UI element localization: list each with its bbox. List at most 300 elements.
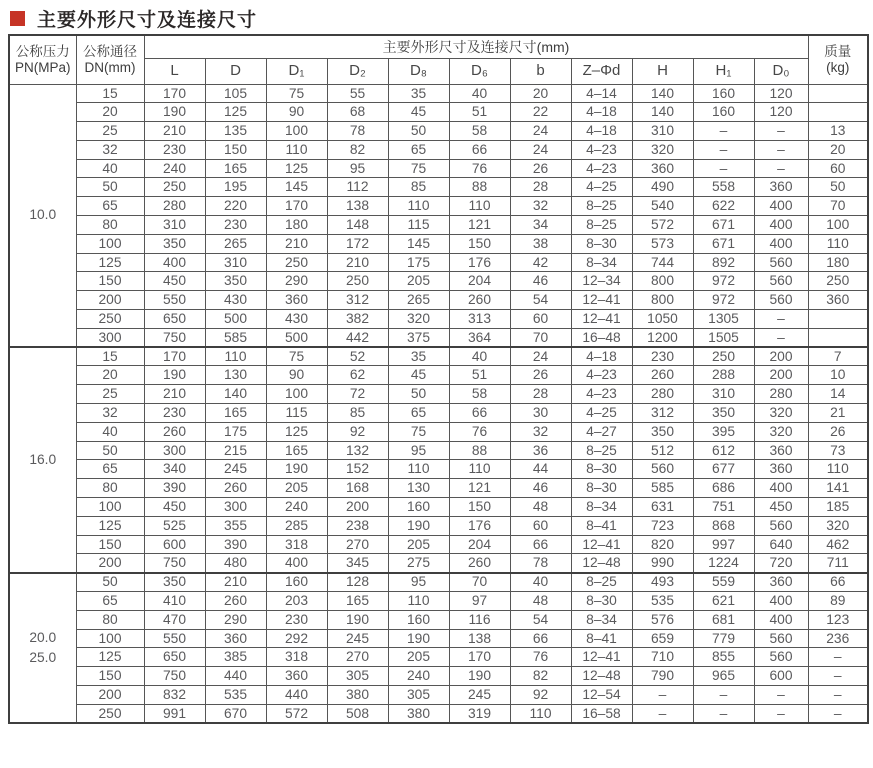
dim-cell: 300 bbox=[205, 498, 266, 517]
dim-cell: 90 bbox=[266, 103, 327, 122]
dim-cell: 130 bbox=[205, 366, 266, 385]
dn-cell: 125 bbox=[76, 648, 144, 667]
dim-cell: – bbox=[693, 140, 754, 159]
dim-cell: 832 bbox=[144, 686, 205, 705]
dim-cell: 24 bbox=[510, 122, 571, 141]
dim-cell: 4–18 bbox=[571, 103, 632, 122]
dim-cell: 305 bbox=[388, 686, 449, 705]
mass-cell: 110 bbox=[808, 234, 868, 253]
dim-cell: – bbox=[693, 122, 754, 141]
dim-cell: 20 bbox=[510, 84, 571, 103]
dn-cell: 65 bbox=[76, 592, 144, 611]
dn-cell: 100 bbox=[76, 629, 144, 648]
table-row bbox=[9, 103, 868, 122]
dim-cell: 145 bbox=[266, 178, 327, 197]
dim-cell: 360 bbox=[266, 291, 327, 310]
dim-cell: 110 bbox=[510, 704, 571, 723]
dim-cell: 280 bbox=[144, 197, 205, 216]
dim-cell: 38 bbox=[510, 234, 571, 253]
mass-header-line1: 质量 bbox=[824, 44, 852, 60]
dim-cell: 105 bbox=[205, 84, 266, 103]
dim-cell: 205 bbox=[266, 479, 327, 498]
dim-cell: 90 bbox=[266, 366, 327, 385]
dim-cell: 48 bbox=[510, 592, 571, 611]
col-header-D0: D₀ bbox=[754, 58, 808, 84]
mass-cell: 70 bbox=[808, 197, 868, 216]
dim-cell: 44 bbox=[510, 460, 571, 479]
table-row bbox=[9, 140, 868, 159]
dim-cell: 210 bbox=[144, 122, 205, 141]
dim-cell: 410 bbox=[144, 592, 205, 611]
dim-cell: 85 bbox=[388, 178, 449, 197]
dim-cell: 260 bbox=[632, 366, 693, 385]
table-row bbox=[9, 291, 868, 310]
dim-cell: 600 bbox=[144, 535, 205, 554]
dim-cell: 710 bbox=[632, 648, 693, 667]
mass-cell: – bbox=[808, 686, 868, 705]
dim-cell: 681 bbox=[693, 610, 754, 629]
dim-cell: 52 bbox=[327, 347, 388, 366]
dim-cell: 95 bbox=[327, 159, 388, 178]
dim-cell: 440 bbox=[205, 667, 266, 686]
mass-cell: – bbox=[808, 704, 868, 723]
dim-cell: 75 bbox=[388, 422, 449, 441]
dim-cell: 200 bbox=[754, 366, 808, 385]
dim-cell: 12–48 bbox=[571, 554, 632, 573]
dim-cell: 292 bbox=[266, 629, 327, 648]
dn-cell: 150 bbox=[76, 667, 144, 686]
dim-cell: 364 bbox=[449, 328, 510, 347]
dim-cell: 260 bbox=[449, 554, 510, 573]
dim-cell: 500 bbox=[205, 310, 266, 329]
dim-cell: 820 bbox=[632, 535, 693, 554]
table-row bbox=[9, 385, 868, 404]
dim-cell: 400 bbox=[754, 479, 808, 498]
dim-cell: 190 bbox=[388, 629, 449, 648]
table-row bbox=[9, 159, 868, 178]
dim-cell: 35 bbox=[388, 84, 449, 103]
dn-cell: 65 bbox=[76, 460, 144, 479]
pressure-header-cell bbox=[9, 35, 76, 84]
dim-cell: 140 bbox=[205, 385, 266, 404]
mass-cell: 66 bbox=[808, 573, 868, 592]
dim-cell: 600 bbox=[754, 667, 808, 686]
dim-cell: – bbox=[754, 310, 808, 329]
dim-cell: 450 bbox=[144, 272, 205, 291]
mass-cell: 13 bbox=[808, 122, 868, 141]
dim-cell: 35 bbox=[388, 347, 449, 366]
dim-cell: 318 bbox=[266, 535, 327, 554]
dim-cell: 140 bbox=[632, 84, 693, 103]
dim-cell: 230 bbox=[266, 610, 327, 629]
mass-cell: 250 bbox=[808, 272, 868, 291]
dim-cell: 450 bbox=[144, 498, 205, 517]
dim-cell: 42 bbox=[510, 253, 571, 272]
dim-cell: 8–41 bbox=[571, 516, 632, 535]
dim-cell: 70 bbox=[449, 573, 510, 592]
dim-cell: 16–48 bbox=[571, 328, 632, 347]
dim-cell: 36 bbox=[510, 441, 571, 460]
table-row bbox=[9, 629, 868, 648]
table-row bbox=[9, 347, 868, 366]
mass-cell bbox=[808, 328, 868, 347]
dn-cell: 200 bbox=[76, 291, 144, 310]
dim-cell: 4–18 bbox=[571, 122, 632, 141]
dim-cell: 230 bbox=[144, 140, 205, 159]
dim-cell: 380 bbox=[388, 704, 449, 723]
dim-cell: 576 bbox=[632, 610, 693, 629]
dn-header-line1: 公称通径 bbox=[83, 44, 137, 60]
dim-cell: 540 bbox=[632, 197, 693, 216]
dim-cell: 319 bbox=[449, 704, 510, 723]
dim-cell: 30 bbox=[510, 404, 571, 423]
dim-cell: 46 bbox=[510, 272, 571, 291]
dim-cell: 350 bbox=[205, 272, 266, 291]
dim-cell: 40 bbox=[510, 573, 571, 592]
dim-cell: 440 bbox=[266, 686, 327, 705]
dn-cell: 50 bbox=[76, 573, 144, 592]
dim-cell: 320 bbox=[754, 404, 808, 423]
dim-cell: 800 bbox=[632, 272, 693, 291]
dim-cell: 121 bbox=[449, 216, 510, 235]
dim-cell: 230 bbox=[144, 404, 205, 423]
dim-cell: 160 bbox=[693, 84, 754, 103]
col-header-D1: D₁ bbox=[266, 58, 327, 84]
dim-cell: 190 bbox=[327, 610, 388, 629]
dim-cell: 250 bbox=[144, 178, 205, 197]
dim-cell: – bbox=[754, 122, 808, 141]
table-row bbox=[9, 667, 868, 686]
mass-cell: 60 bbox=[808, 159, 868, 178]
dim-cell: 560 bbox=[754, 516, 808, 535]
mass-cell: 14 bbox=[808, 385, 868, 404]
table-row bbox=[9, 592, 868, 611]
mass-cell bbox=[808, 310, 868, 329]
dim-cell: 355 bbox=[205, 516, 266, 535]
dim-cell: 320 bbox=[388, 310, 449, 329]
dim-cell: 76 bbox=[510, 648, 571, 667]
mass-cell: 10 bbox=[808, 366, 868, 385]
dn-cell: 150 bbox=[76, 272, 144, 291]
dim-cell: 46 bbox=[510, 479, 571, 498]
dim-cell: 8–30 bbox=[571, 460, 632, 479]
dim-cell: 121 bbox=[449, 479, 510, 498]
table-row bbox=[9, 704, 868, 723]
dim-cell: 4–27 bbox=[571, 422, 632, 441]
dim-cell: 78 bbox=[327, 122, 388, 141]
dim-cell: 535 bbox=[205, 686, 266, 705]
table-row bbox=[9, 122, 868, 141]
mass-header-cell bbox=[808, 35, 868, 84]
dim-cell: 360 bbox=[754, 573, 808, 592]
dim-cell: 110 bbox=[449, 197, 510, 216]
dim-cell: 100 bbox=[266, 385, 327, 404]
table-row bbox=[9, 178, 868, 197]
dim-cell: 12–48 bbox=[571, 667, 632, 686]
dn-header-line2: DN(mm) bbox=[84, 59, 136, 75]
dim-cell: 51 bbox=[449, 103, 510, 122]
dim-cell: 250 bbox=[327, 272, 388, 291]
dim-cell: 205 bbox=[388, 272, 449, 291]
table-row bbox=[9, 272, 868, 291]
mass-cell: 711 bbox=[808, 554, 868, 573]
mass-cell: – bbox=[808, 667, 868, 686]
dim-cell: 12–34 bbox=[571, 272, 632, 291]
dim-cell: 442 bbox=[327, 328, 388, 347]
dim-cell: 176 bbox=[449, 253, 510, 272]
mass-cell: 7 bbox=[808, 347, 868, 366]
dim-cell: 75 bbox=[266, 347, 327, 366]
dn-cell: 250 bbox=[76, 310, 144, 329]
mass-cell: 50 bbox=[808, 178, 868, 197]
dn-cell: 20 bbox=[76, 366, 144, 385]
section-title bbox=[0, 0, 873, 34]
dim-cell: 66 bbox=[510, 629, 571, 648]
dim-cell: 75 bbox=[266, 84, 327, 103]
dim-cell: 68 bbox=[327, 103, 388, 122]
dim-cell: 560 bbox=[754, 272, 808, 291]
dn-cell: 40 bbox=[76, 159, 144, 178]
table-row bbox=[9, 197, 868, 216]
dim-cell: 8–30 bbox=[571, 479, 632, 498]
mass-cell: 21 bbox=[808, 404, 868, 423]
table-row bbox=[9, 253, 868, 272]
dim-cell: 115 bbox=[266, 404, 327, 423]
dim-cell: 868 bbox=[693, 516, 754, 535]
dim-cell: 512 bbox=[632, 441, 693, 460]
dim-cell: 66 bbox=[449, 140, 510, 159]
dim-cell: 4–25 bbox=[571, 178, 632, 197]
dim-cell: 659 bbox=[632, 629, 693, 648]
dim-cell: 12–41 bbox=[571, 535, 632, 554]
dim-cell: 12–54 bbox=[571, 686, 632, 705]
dim-cell: 310 bbox=[144, 216, 205, 235]
dim-cell: 51 bbox=[449, 366, 510, 385]
title-bullet-icon bbox=[10, 11, 25, 26]
dim-cell: 245 bbox=[449, 686, 510, 705]
mass-cell: 462 bbox=[808, 535, 868, 554]
dim-cell: 250 bbox=[266, 253, 327, 272]
dim-cell: 400 bbox=[754, 234, 808, 253]
dim-cell: 40 bbox=[449, 347, 510, 366]
table-row bbox=[9, 216, 868, 235]
dim-cell: 350 bbox=[632, 422, 693, 441]
dim-cell: 430 bbox=[205, 291, 266, 310]
dn-cell: 250 bbox=[76, 704, 144, 723]
dim-cell: 110 bbox=[205, 347, 266, 366]
dim-cell: 8–25 bbox=[571, 216, 632, 235]
dim-cell: 145 bbox=[388, 234, 449, 253]
dim-cell: 8–30 bbox=[571, 592, 632, 611]
dim-cell: 8–25 bbox=[571, 573, 632, 592]
dim-cell: 215 bbox=[205, 441, 266, 460]
dim-cell: 175 bbox=[388, 253, 449, 272]
dim-cell: 62 bbox=[327, 366, 388, 385]
dim-cell: 265 bbox=[205, 234, 266, 253]
dim-cell: 203 bbox=[266, 592, 327, 611]
dim-cell: – bbox=[754, 328, 808, 347]
mass-cell: 20 bbox=[808, 140, 868, 159]
pressure-group-label: 20.0 25.0 bbox=[9, 573, 76, 723]
dim-cell: 997 bbox=[693, 535, 754, 554]
dim-cell: 240 bbox=[388, 667, 449, 686]
dim-cell: 8–34 bbox=[571, 498, 632, 517]
dim-cell: 360 bbox=[754, 460, 808, 479]
mass-cell: 100 bbox=[808, 216, 868, 235]
dim-cell: 480 bbox=[205, 554, 266, 573]
dim-cell: 671 bbox=[693, 234, 754, 253]
dim-cell: 360 bbox=[266, 667, 327, 686]
dim-cell: 60 bbox=[510, 516, 571, 535]
dim-cell: 470 bbox=[144, 610, 205, 629]
dim-cell: 165 bbox=[327, 592, 388, 611]
table-row bbox=[9, 328, 868, 347]
dim-cell: 75 bbox=[388, 159, 449, 178]
dim-cell: 280 bbox=[754, 385, 808, 404]
dim-cell: 152 bbox=[327, 460, 388, 479]
table-row bbox=[9, 310, 868, 329]
dim-cell: 622 bbox=[693, 197, 754, 216]
dim-cell: 560 bbox=[754, 291, 808, 310]
dim-cell: 559 bbox=[693, 573, 754, 592]
dim-cell: 115 bbox=[388, 216, 449, 235]
dim-cell: 310 bbox=[205, 253, 266, 272]
dim-cell: 204 bbox=[449, 535, 510, 554]
dim-cell: 65 bbox=[388, 404, 449, 423]
dim-cell: 85 bbox=[327, 404, 388, 423]
dn-cell: 100 bbox=[76, 498, 144, 517]
table-row bbox=[9, 404, 868, 423]
dim-cell: 360 bbox=[205, 629, 266, 648]
dn-header-cell bbox=[76, 35, 144, 84]
dim-cell: 76 bbox=[449, 422, 510, 441]
dim-cell: 360 bbox=[632, 159, 693, 178]
dim-cell: 350 bbox=[144, 234, 205, 253]
dim-cell: 750 bbox=[144, 554, 205, 573]
dim-cell: 125 bbox=[205, 103, 266, 122]
dim-cell: 288 bbox=[693, 366, 754, 385]
dim-cell: 650 bbox=[144, 310, 205, 329]
dim-cell: 190 bbox=[144, 366, 205, 385]
dim-cell: 965 bbox=[693, 667, 754, 686]
dn-cell: 125 bbox=[76, 253, 144, 272]
dim-cell: 751 bbox=[693, 498, 754, 517]
dim-cell: 100 bbox=[266, 122, 327, 141]
pressure-header-line2: PN(MPa) bbox=[14, 59, 71, 75]
dim-cell: 245 bbox=[205, 460, 266, 479]
dim-cell: 24 bbox=[510, 140, 571, 159]
dim-cell: – bbox=[632, 704, 693, 723]
dim-cell: 4–18 bbox=[571, 347, 632, 366]
dim-cell: 4–23 bbox=[571, 385, 632, 404]
dim-cell: 150 bbox=[449, 498, 510, 517]
dim-cell: 525 bbox=[144, 516, 205, 535]
dim-cell: 1224 bbox=[693, 554, 754, 573]
dim-cell: 500 bbox=[266, 328, 327, 347]
dim-cell: 621 bbox=[693, 592, 754, 611]
dim-cell: 110 bbox=[388, 592, 449, 611]
dim-cell: 165 bbox=[205, 159, 266, 178]
dim-cell: 450 bbox=[754, 498, 808, 517]
dim-cell: 8–30 bbox=[571, 234, 632, 253]
dim-cell: 350 bbox=[144, 573, 205, 592]
dn-cell: 80 bbox=[76, 216, 144, 235]
dim-cell: 110 bbox=[388, 197, 449, 216]
table-row bbox=[9, 516, 868, 535]
dim-cell: 175 bbox=[205, 422, 266, 441]
dim-cell: 312 bbox=[327, 291, 388, 310]
dim-cell: 195 bbox=[205, 178, 266, 197]
dim-cell: 990 bbox=[632, 554, 693, 573]
mass-cell bbox=[808, 103, 868, 122]
dim-cell: 270 bbox=[327, 535, 388, 554]
dim-cell: – bbox=[693, 704, 754, 723]
dim-cell: 4–23 bbox=[571, 159, 632, 178]
dim-cell: 176 bbox=[449, 516, 510, 535]
dim-cell: – bbox=[754, 159, 808, 178]
dim-cell: 300 bbox=[144, 441, 205, 460]
dim-cell: 340 bbox=[144, 460, 205, 479]
dim-cell: 800 bbox=[632, 291, 693, 310]
dim-cell: 400 bbox=[754, 197, 808, 216]
dim-cell: 210 bbox=[266, 234, 327, 253]
dim-cell: 172 bbox=[327, 234, 388, 253]
dim-cell: 8–41 bbox=[571, 629, 632, 648]
dim-cell: 190 bbox=[388, 516, 449, 535]
dn-cell: 80 bbox=[76, 479, 144, 498]
dim-cell: 138 bbox=[449, 629, 510, 648]
mass-cell: 320 bbox=[808, 516, 868, 535]
col-header-L: L bbox=[144, 58, 205, 84]
dim-cell: 8–25 bbox=[571, 197, 632, 216]
dim-cell: 240 bbox=[266, 498, 327, 517]
page-title: 主要外形尺寸及连接尺寸 bbox=[37, 9, 258, 31]
table-body bbox=[9, 84, 868, 723]
dim-cell: 48 bbox=[510, 498, 571, 517]
dn-cell: 15 bbox=[76, 347, 144, 366]
dim-cell: 4–25 bbox=[571, 404, 632, 423]
dim-cell: 170 bbox=[144, 84, 205, 103]
dim-cell: 32 bbox=[510, 197, 571, 216]
dim-cell: 190 bbox=[144, 103, 205, 122]
dim-cell: 305 bbox=[327, 667, 388, 686]
dim-cell: 1505 bbox=[693, 328, 754, 347]
table-row bbox=[9, 441, 868, 460]
dim-cell: 430 bbox=[266, 310, 327, 329]
dim-cell: 54 bbox=[510, 610, 571, 629]
table-row bbox=[9, 554, 868, 573]
table-row bbox=[9, 535, 868, 554]
dim-cell: 4–14 bbox=[571, 84, 632, 103]
dim-cell: 160 bbox=[388, 498, 449, 517]
dim-cell: 95 bbox=[388, 573, 449, 592]
dim-cell: 24 bbox=[510, 347, 571, 366]
mass-cell: 360 bbox=[808, 291, 868, 310]
dn-cell: 100 bbox=[76, 234, 144, 253]
dim-cell: 560 bbox=[632, 460, 693, 479]
dim-cell: 230 bbox=[205, 216, 266, 235]
dim-cell: 65 bbox=[388, 140, 449, 159]
dim-cell: 128 bbox=[327, 573, 388, 592]
table-row bbox=[9, 686, 868, 705]
dim-cell: 160 bbox=[266, 573, 327, 592]
dim-cell: 260 bbox=[205, 479, 266, 498]
dim-cell: – bbox=[754, 704, 808, 723]
dim-cell: 320 bbox=[632, 140, 693, 159]
mass-cell: – bbox=[808, 648, 868, 667]
table-header bbox=[9, 35, 868, 84]
table-row bbox=[9, 234, 868, 253]
